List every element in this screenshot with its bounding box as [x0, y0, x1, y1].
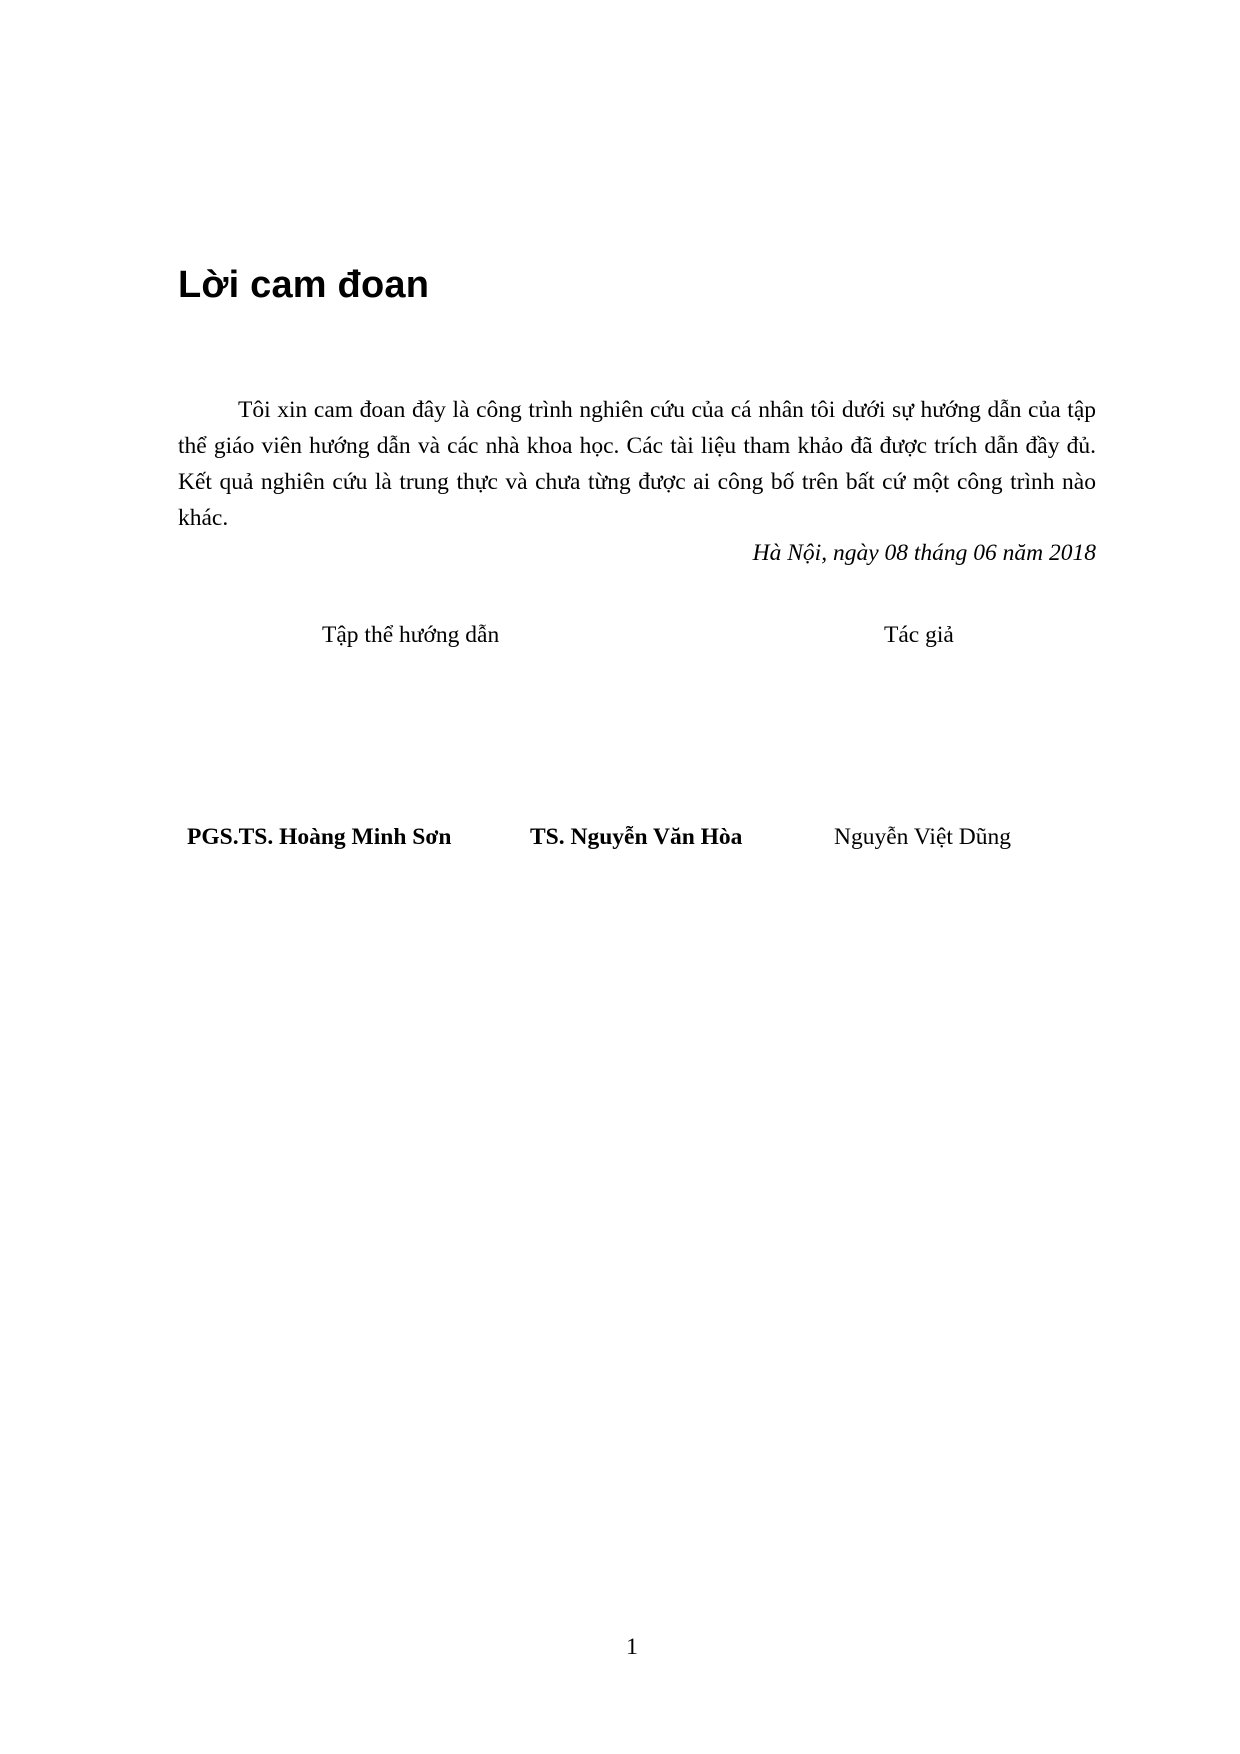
author-name: Nguyễn Việt Dũng [834, 824, 1011, 850]
author-role-label: Tác giả [884, 622, 954, 648]
supervisor-name-2: TS. Nguyễn Văn Hòa [530, 824, 743, 850]
declaration-paragraph: Tôi xin cam đoan đây là công trình nghiên cứu của cá nhân tôi dưới sự hướng dẫn của tập thể giáo viên hướng dẫn và các nhà khoa học. Các tài liệu tham khảo đã được trích dẫn đầy đủ. Kết quả nghiên cứu là trung thực và chưa từng được ai công bố trên bất cứ một công trình nào khác. [178, 397, 1096, 531]
supervisor-name-1: PGS.TS. Hoàng Minh Sơn [187, 824, 452, 850]
place-date-line: Hà Nội, ngày 08 tháng 06 năm 2018 [752, 540, 1096, 566]
page-number: 1 [626, 1634, 638, 1660]
supervisors-role-label: Tập thể hướng dẫn [322, 622, 500, 648]
page-title: Lời cam đoan [178, 264, 430, 306]
